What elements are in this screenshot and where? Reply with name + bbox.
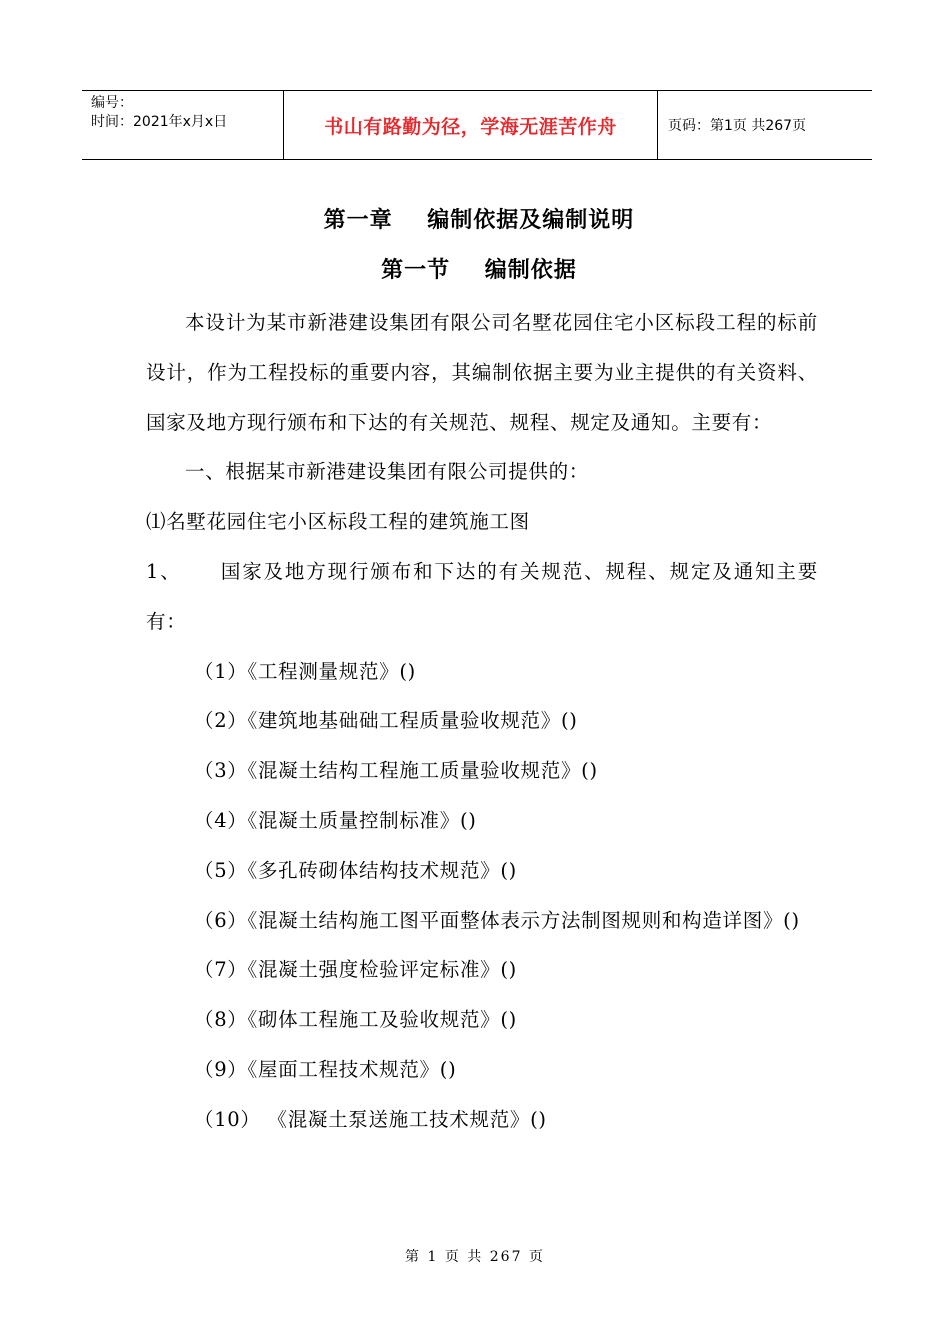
section-title: 第一节 编制依据 [381, 258, 577, 283]
header-motto: 书山有路勤为径，学海无涯苦作舟 [324, 115, 617, 138]
standard-item: （2）《建筑地基础础工程质量验收规范》() [194, 709, 578, 733]
header-motto-cell [284, 91, 658, 159]
header-page-info: 页码：第1页 共267页 [668, 118, 807, 134]
header-meta [82, 91, 284, 159]
standard-item: （1）《工程测量规范》() [194, 659, 416, 683]
document-header [82, 90, 872, 160]
chapter-title: 第一章 编制依据及编制说明 [323, 208, 635, 233]
document-body [146, 298, 818, 1145]
standard-item: （5）《多孔砖砌体结构技术规范》() [194, 858, 517, 882]
standard-item: （7）《混凝土强度检验评定标准》() [194, 958, 517, 982]
list-item-1-number: 1、 [146, 559, 182, 583]
standard-item: （9）《屋面工程技术规范》() [194, 1057, 457, 1081]
standard-item: （3）《混凝土结构工程施工质量验收规范》() [194, 759, 598, 783]
standard-item: （8）《砌体工程施工及验收规范》() [194, 1008, 517, 1032]
list-item-1 [146, 547, 818, 647]
list-item-one-sub: ⑴名墅花园住宅小区标段工程的建筑施工图 [146, 510, 530, 534]
page-footer: 第 1 页 共 267 页 [405, 1249, 545, 1265]
list-item-one: 一、根据某市新港建设集团有限公司提供的： [185, 460, 590, 484]
header-time-label: 时间：2021年x月x日 [91, 114, 228, 130]
standard-item: （4）《混凝土质量控制标准》() [194, 808, 477, 832]
standard-item [146, 896, 818, 946]
standard-item: （10） 《混凝土泵送施工技术规范》() [194, 1107, 547, 1131]
intro-paragraph: 本设计为某市新港建设集团有限公司名墅花园住宅小区标段工程的标前设计，作为工程投标的重要内容，其编制依据主要为业主提供的有关资料、国家及地方现行颁布和下达的有关规范、规程、规定及通知。主要有： [146, 311, 818, 434]
list-item-1-text: 国家及地方现行颁布和下达的有关规范、规程、规定及通知主要有： [146, 559, 818, 633]
header-number-label: 编号： [91, 95, 133, 111]
standard-item-text: （6）《混凝土结构施工图平面整体表示方法制图规则和构造详图》() [194, 908, 800, 932]
